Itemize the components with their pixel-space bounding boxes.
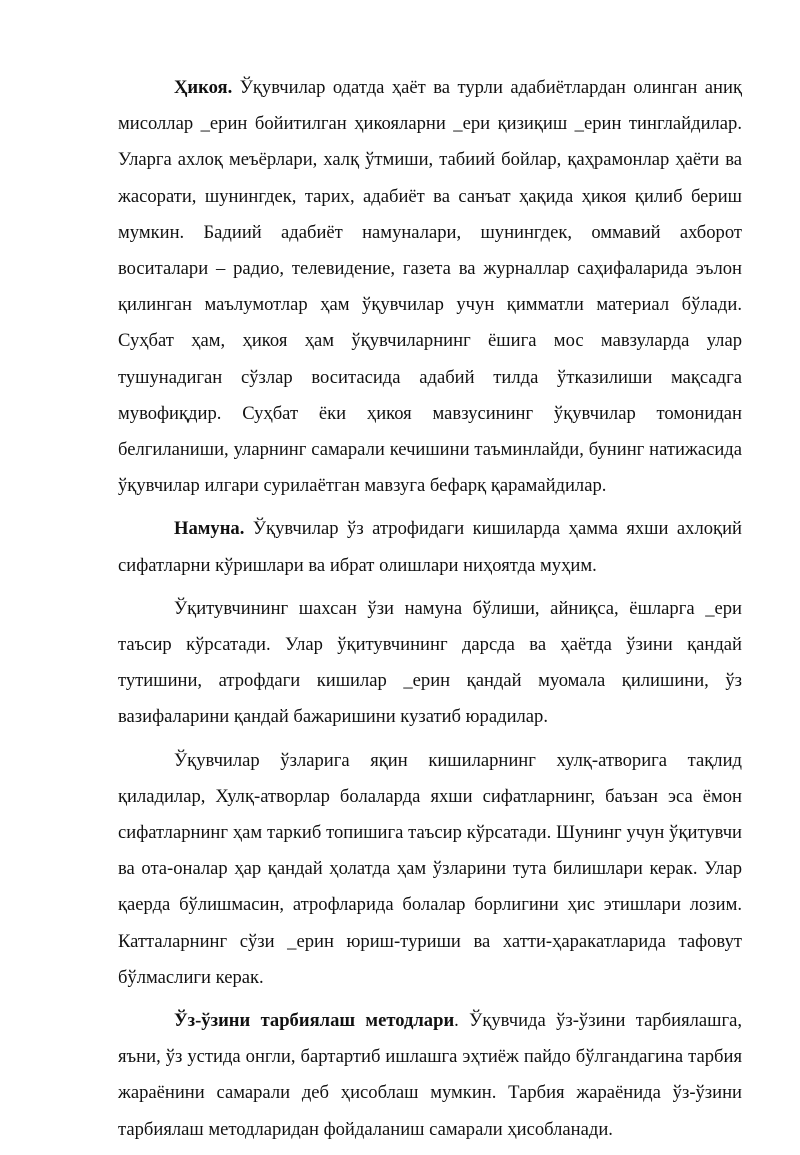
paragraph-text: Ўқувчилар ўзларига яқин кишиларнинг хулқ-атворига тақлид қиладилар, Хулқ-атворлар болаларда яхши сифатларнинг, баъзан эса ёмон сифатларнинг ҳам таркиб топишига таъсир кўрсатади. Шунинг учун ўқитувчи ва ота-оналар ҳар қандай ҳолатда ҳам ўзларини тута билишлари керак. Улар қаерда бўлишмасин, атрофларида болалар борлигини ҳис этишлари лозим. Катталарнинг сўзи _ерин юриш-туриши ва хатти-ҳаракатларида тафовут бўлмаслиги керак. [118,749,742,988]
document-page [118,70,742,1155]
paragraph-example [118,511,742,583]
paragraph-text: Ўқитувчининг шахсан ўзи намуна бўлиши, айниқса, ёшларга _ери таъсир кўрсатади. Улар ўқитувчининг дарсда ва ҳаётда ўзини қандай тутишини, атрофдаги кишилар _ерин қандай муомала қилишини, ўз вазифаларини қандай бажаришини кузатиб юрадилар. [118,597,742,728]
paragraph-heading: Ўз-ўзини тарбиялаш методлари [174,1010,455,1032]
paragraph-heading: Ҳикоя. [174,77,233,98]
paragraph-text: . Ўқувчида ўз-ўзини тарбиялашга, яъни, ўз устида онгли, бартартиб ишлашга эҳтиёж пайдо бўлгандагина тарбия жараёнини самарали деб ҳисоблаш мумкин. Тарбия жараёнида ўз-ўзини тарбиялаш методларидан фойдаланиш самарали ҳисобланади. [118,1010,743,1140]
paragraph-imitation [118,743,742,996]
paragraph-text: Ўқувчилар одатда ҳаёт ва турли адабиётлардан олинган аниқ мисоллар _ерин бойитилган ҳикояларни _ери қизиқиш _ерин тинглайдилар. Уларга ахлоқ меъёрлари, халқ ўтмиши, табиий бойлар, қаҳрамонлар ҳаёти ва жасорати, шунингдек, тарих, адабиёт ва санъат ҳақида ҳикоя қилиб бериш мумкин. Бадиий адабиёт намуналари, шунингдек, оммавий ахборот воситалари – радио, телевидение, газета ва журналлар саҳифаларида эълон қилинган маълумотлар ҳам ўқувчилар учун қимматли материал бўлади. Суҳбат ҳам, ҳикоя ҳам ўқувчиларнинг ёшига мос мавзуларда улар тушунадиган сўзлар воситасида адабий тилда ўтказилиши мақсадга мувофиқдир. Суҳбат ёки ҳикоя мавзусининг ўқувчилар томонидан белгиланиши, уларнинг самарали кечишини таъминлайди, бунинг натижасида ўқувчилар илгари сурилаётган мавзуга бефарқ қарамайдилар. [118,77,742,497]
paragraph-teacher-example [118,591,742,736]
paragraph-heading: Намуна. [174,518,245,540]
paragraph-text: Ўқувчилар ўз атрофидаги кишиларда ҳамма яхши ахлоқий сифатларни кўришлари ва ибрат олишлари ниҳоятда муҳим. [118,518,742,576]
paragraph-self-education [118,1003,742,1148]
paragraph-story [118,70,742,504]
